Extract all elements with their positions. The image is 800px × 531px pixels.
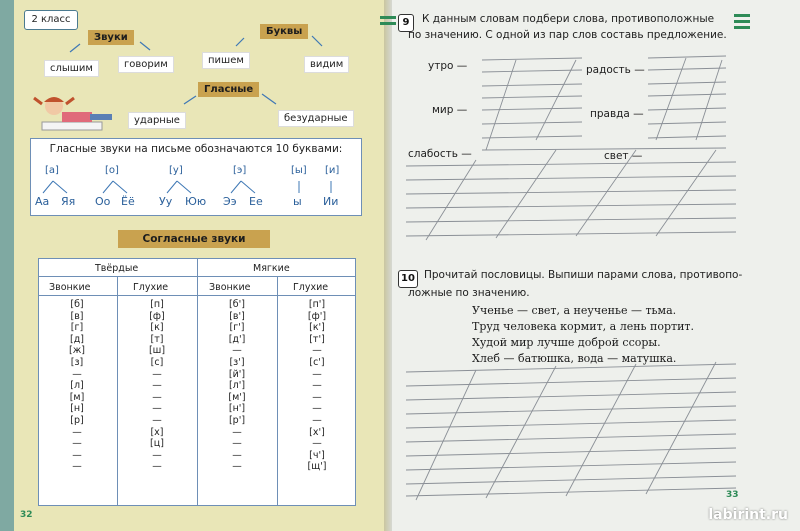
table-cell: [м] bbox=[69, 391, 85, 403]
consonants-title: Согласные звуки bbox=[118, 230, 270, 248]
table-cell: [ч'] bbox=[309, 449, 325, 461]
exercise-10-number: 10 bbox=[398, 270, 418, 288]
table-cell: [ц] bbox=[150, 438, 164, 450]
ex9-word-peace: мир — bbox=[432, 104, 468, 116]
column-hard-voiced bbox=[57, 299, 97, 473]
table-cell: [ш] bbox=[148, 345, 166, 357]
vowel-letters-box bbox=[30, 138, 362, 216]
table-cell: [н'] bbox=[228, 403, 246, 415]
table-cell: — bbox=[72, 438, 82, 450]
table-cell: — bbox=[152, 414, 162, 426]
table-cell: [г'] bbox=[229, 322, 245, 334]
table-cell: [ф] bbox=[149, 310, 165, 322]
table-cell: — bbox=[232, 438, 242, 450]
table-cell: — bbox=[312, 403, 322, 415]
table-cell: [з'] bbox=[229, 356, 245, 368]
word-hear: слышим bbox=[44, 60, 99, 77]
table-cell: — bbox=[152, 461, 162, 473]
vowel-sound-i: [и] bbox=[325, 165, 340, 176]
table-cell: — bbox=[152, 391, 162, 403]
table-cell: — bbox=[232, 426, 242, 438]
table-cell: [н] bbox=[70, 403, 84, 415]
label-sounds: Звуки bbox=[88, 30, 134, 45]
ex9-word-joy: радость — bbox=[586, 64, 645, 76]
table-cell: [г] bbox=[70, 322, 84, 334]
vowel-letter: Ёё bbox=[121, 195, 135, 208]
proverb-2: Труд человека кормит, а лень портит. bbox=[472, 320, 695, 333]
consonants-table bbox=[38, 258, 356, 506]
table-cell: — bbox=[72, 449, 82, 461]
writing-lines bbox=[386, 0, 800, 531]
vowel-sound-u: [у] bbox=[169, 165, 183, 176]
table-cell: [м'] bbox=[228, 391, 246, 403]
vowel-title: Гласные звуки на письме обозначаются 10 буквами: bbox=[49, 143, 343, 155]
vowel-letter: Уу bbox=[159, 195, 173, 208]
ex9-word-morning: утро — bbox=[428, 60, 468, 72]
table-cell: [т] bbox=[150, 333, 164, 345]
table-cell: — bbox=[312, 414, 322, 426]
table-cell: [р] bbox=[70, 414, 84, 426]
header-soft-voiced: Звонкие bbox=[209, 282, 251, 293]
table-cell: — bbox=[72, 368, 82, 380]
column-hard-voiceless bbox=[137, 299, 177, 473]
header-soft-voiceless: Глухие bbox=[293, 282, 329, 293]
table-cell: [б] bbox=[70, 299, 84, 310]
vowel-sound-y: [ы] bbox=[291, 165, 307, 176]
table-cell: [в] bbox=[70, 310, 84, 322]
exercise-10-text-line2: ложные по значению. bbox=[408, 287, 530, 299]
table-cell: — bbox=[72, 461, 82, 473]
table-cell: — bbox=[152, 403, 162, 415]
table-cell: — bbox=[152, 368, 162, 380]
table-cell: [л] bbox=[70, 380, 84, 392]
vowel-letter: Юю bbox=[185, 195, 207, 208]
table-cell: — bbox=[152, 449, 162, 461]
vowel-letter: Ээ bbox=[223, 195, 237, 208]
table-cell: — bbox=[72, 426, 82, 438]
page-number-right: 33 bbox=[726, 490, 739, 500]
page-number-left: 32 bbox=[20, 510, 33, 520]
table-cell: — bbox=[232, 449, 242, 461]
girl-reading-illustration bbox=[32, 92, 118, 136]
ex9-word-truth: правда — bbox=[590, 108, 644, 120]
proverb-1: Ученье — свет, а неученье — тьма. bbox=[472, 304, 677, 317]
vowel-letter: Ее bbox=[249, 195, 263, 208]
watermark-logo: labirint.ru bbox=[708, 507, 788, 523]
vowel-letter: Ии bbox=[323, 195, 339, 208]
exercise-10-text-line1: Прочитай пословицы. Выпиши парами слова, противопо- bbox=[424, 269, 743, 281]
word-stressed: ударные bbox=[128, 112, 186, 129]
vowel-sound-e: [э] bbox=[233, 165, 247, 176]
table-cell: [в'] bbox=[229, 310, 245, 322]
table-cell: [ф'] bbox=[307, 310, 327, 322]
proverb-4: Хлеб — батюшка, вода — матушка. bbox=[472, 352, 677, 365]
word-speak: говорим bbox=[118, 56, 174, 73]
table-cell: [к] bbox=[150, 322, 164, 334]
table-cell: [й'] bbox=[228, 368, 246, 380]
table-cell: [з] bbox=[70, 356, 84, 368]
table-cell: — bbox=[152, 380, 162, 392]
table-cell: [т'] bbox=[309, 333, 325, 345]
table-cell: [п'] bbox=[308, 299, 326, 310]
label-vowels: Гласные bbox=[198, 82, 259, 97]
word-write: пишем bbox=[202, 52, 250, 69]
table-cell: [д] bbox=[70, 333, 84, 345]
exercise-9-text-line2: по значению. С одной из пар слов составь предложение. bbox=[408, 29, 727, 41]
table-cell: — bbox=[232, 345, 242, 357]
proverb-3: Худой мир лучше доброй ссоры. bbox=[472, 336, 661, 349]
table-cell: — bbox=[312, 380, 322, 392]
exercise-9-number: 9 bbox=[398, 14, 414, 32]
table-cell: [щ'] bbox=[307, 461, 327, 473]
table-cell: [п] bbox=[150, 299, 164, 310]
vowel-letter: Яя bbox=[61, 195, 76, 208]
column-soft-voiced bbox=[217, 299, 257, 473]
grade-badge: 2 класс bbox=[24, 10, 78, 30]
vowel-letter: Аа bbox=[35, 195, 50, 208]
vowel-sound-o: [о] bbox=[105, 165, 119, 176]
table-cell: — bbox=[312, 438, 322, 450]
table-cell: [л'] bbox=[228, 380, 246, 392]
vowel-letter: ы bbox=[293, 195, 302, 208]
header-hard-voiced: Звонкие bbox=[49, 282, 91, 293]
vowel-sound-a: [а] bbox=[45, 165, 59, 176]
word-see: видим bbox=[304, 56, 349, 73]
table-cell: [с'] bbox=[309, 356, 325, 368]
ex9-word-light: свет — bbox=[604, 150, 643, 162]
table-cell: [х] bbox=[150, 426, 164, 438]
table-cell: — bbox=[312, 345, 322, 357]
header-hard-voiceless: Глухие bbox=[133, 282, 169, 293]
table-cell: [с] bbox=[150, 356, 164, 368]
table-cell: [д'] bbox=[228, 333, 246, 345]
label-letters: Буквы bbox=[260, 24, 308, 39]
table-cell: [ж] bbox=[69, 345, 85, 357]
table-cell: [х'] bbox=[309, 426, 325, 438]
table-cell: [к'] bbox=[309, 322, 325, 334]
header-hard: Твёрдые bbox=[95, 263, 139, 274]
column-soft-voiceless bbox=[297, 299, 337, 473]
table-cell: — bbox=[312, 391, 322, 403]
vowel-letter: Оо bbox=[95, 195, 111, 208]
header-soft: Мягкие bbox=[253, 263, 290, 274]
table-cell: — bbox=[312, 368, 322, 380]
table-cell: — bbox=[232, 461, 242, 473]
exercise-9-text-line1: К данным словам подбери слова, противоположные bbox=[422, 13, 715, 25]
table-cell: [б'] bbox=[229, 299, 245, 310]
word-unstressed: безударные bbox=[278, 110, 354, 127]
table-cell: [р'] bbox=[228, 414, 246, 426]
ex9-word-weakness: слабость — bbox=[408, 148, 472, 160]
